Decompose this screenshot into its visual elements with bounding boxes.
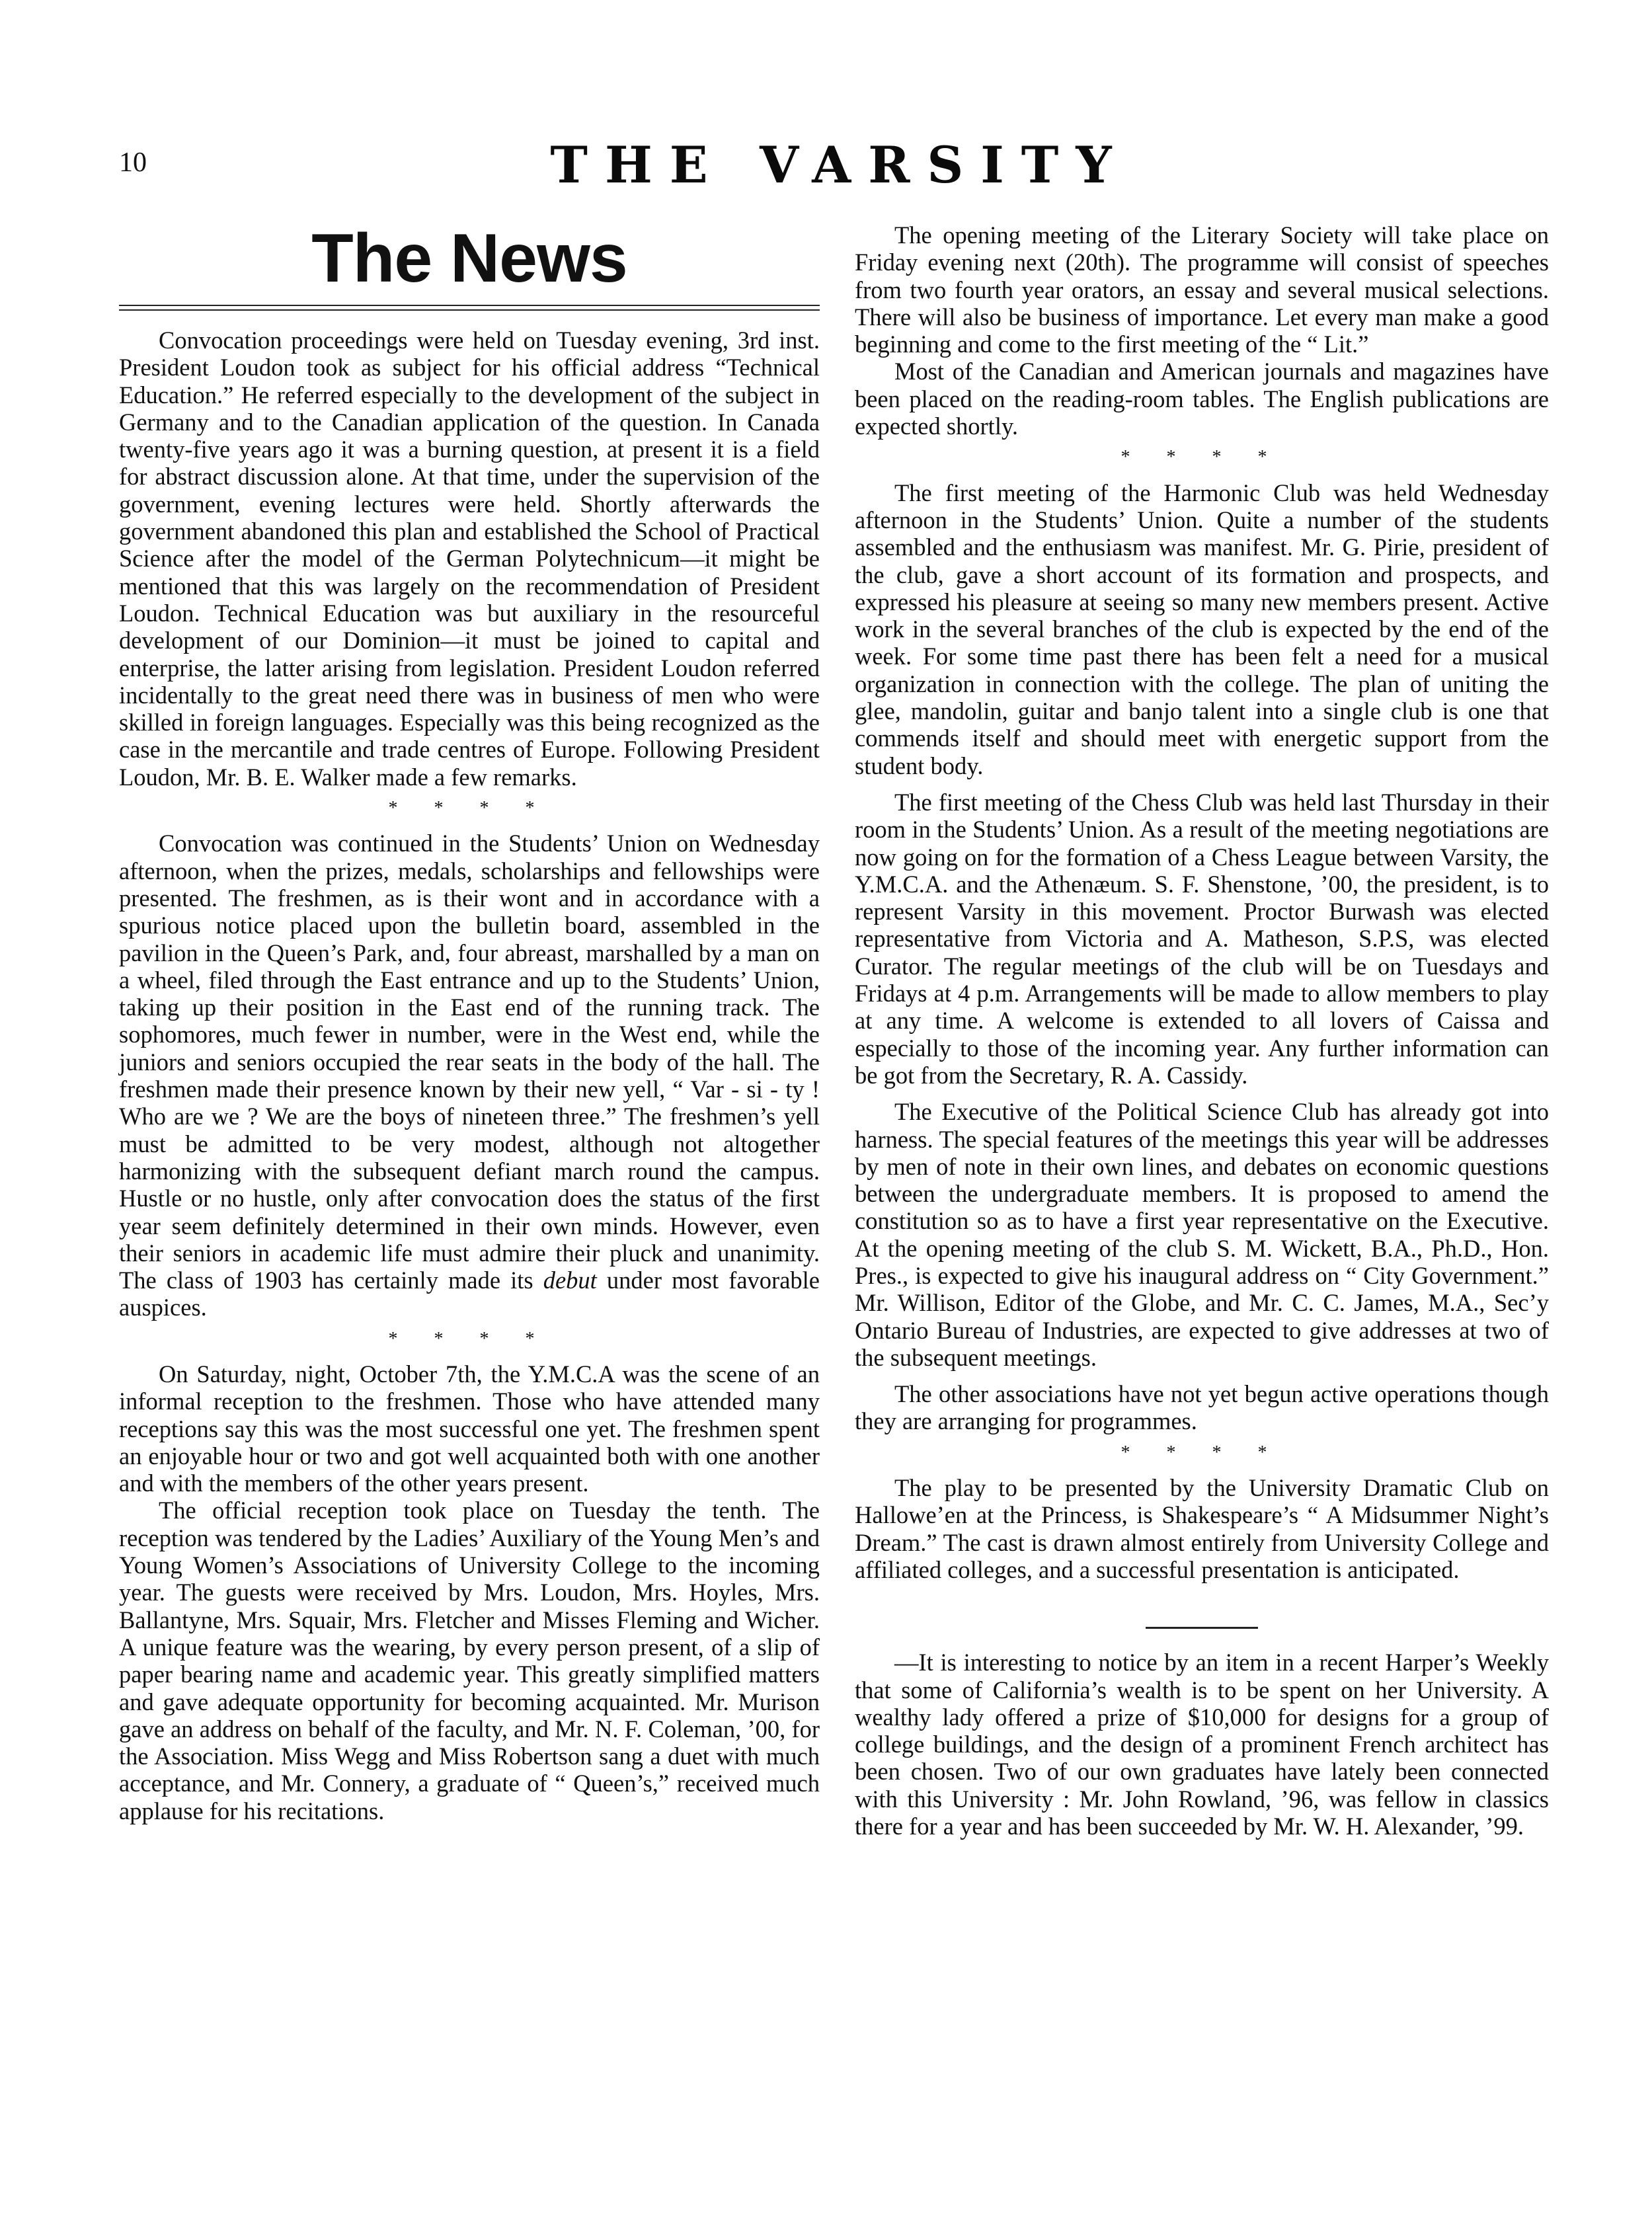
section-separator: * * * * [388, 1328, 551, 1349]
left-column [119, 221, 820, 1824]
official-reception-paragraph: The official reception took place on Tuesday the tenth. The reception was tendered by the Ladies’ Auxiliary of the Young Men’s and Young Women’s Associations of University College to the incoming year. The guests were received by Mrs. Loudon, Mrs. Hoyles, Mrs. Ballantyne, Mrs. Squair, Mrs. Fletcher and Misses Fleming and Wicher. A unique feature was the wearing, by every person present, of a slip of paper bearing name and academic year. This greatly simplified matters and gave adequate opportunity for becoming acquainted. Mr. Murison gave an address on behalf of the faculty, and Mr. N. F. Coleman, ’00, for the Association. Miss Wegg and Miss Robertson sang a duet with much acceptance, and Mr. Connery, a graduate of “ Queen’s,” received much applause for his recitations. [119, 1497, 820, 1824]
title-divider [119, 305, 820, 311]
section-separator: * * * * [388, 798, 551, 819]
section-separator: * * * * [1121, 1442, 1283, 1463]
masthead: THE VARSITY [550, 136, 1129, 194]
section-title: The News [311, 220, 627, 297]
california-university-paragraph: —It is interesting to notice by an item in a recent Harper’s Weekly that some of California’s wealth is to be spent on her University. A wealthy lady offered a prize of $10,000 for designs for a group of college buildings, and the design of a prominent French architect has been chosen. Two of our own graduates have lately been connected with this University : Mr. John Rowland, ’96, was fellow in classics there for a year and has been succeeded by Mr. W. H. Alexander, ’99. [855, 1649, 1549, 1840]
paragraph-text: Convocation was continued in the Students’ Union on Wednesday afternoon, when the prizes, medals, scholarships and fellowships were presented. The freshmen, as is their wont and in accordance with a spurious notice placed upon the bulletin board, assembled in the pavilion in the Queen’s Park, and, four abreast, marshalled by a man on a wheel, filed through the East entrance and up to the Students’ Union, taking up their position in the East end of the running track. The sophomores, much fewer in number, were in the West end, while the juniors and seniors occupied the rear seats in the body of the hall. The freshmen made their presence known by their new yell, “ Var - si - ty ! Who are we ? We are the boys of nineteen three.” The freshmen’s yell must be admitted to be very modest, although not altogether harmonizing with the subsequent defiant march round the campus. Hustle or no hustle, only after convocation does the status of the first year seem definitely determined in their own minds. However, even their seniors in academic life must admire their pluck and unanimity. The class of 1903 has certainly made its [119, 830, 820, 1294]
ymca-reception-paragraph: On Saturday, night, October 7th, the Y.M.C.A was the scene of an informal reception to the freshmen. Those who have attended many receptions say this was the most successful one yet. The freshmen spent an enjoyable hour or two and got well acquainted both with one another and with the members of the other years present. [119, 1360, 820, 1497]
italic-word: debut [543, 1267, 597, 1294]
paragraph-text-end: under most favorable auspices. [119, 1267, 820, 1321]
right-column [855, 221, 1549, 1840]
reading-room-paragraph: Most of the Canadian and American journals and magazines have been placed on the reading-room tables. The English publications are expected shortly. [855, 358, 1549, 440]
students-union-paragraph [119, 830, 820, 1321]
harmonic-club-paragraph: The first meeting of the Harmonic Club was held Wednesday afternoon in the Students’ Union. Quite a number of the students assembled and the enthusiasm was manifest. Mr. G. Pirie, president of the club, gave a short account of its formation and prospects, and expressed his pleasure at seeing so many new members present. Active work in the several branches of the club is expected by the end of the week. For some time past there has been felt a need for a musical organization in connection with the college. The plan of uniting the glee, mandolin, guitar and banjo talent into a single club is one that commends itself and should meet with energetic support from the student body. [855, 479, 1549, 779]
political-science-paragraph: The Executive of the Political Science Club has already got into harness. The special features of the meetings this year will be addresses by men of note in their own lines, and debates on economic questions between the undergraduate members. It is proposed to amend the constitution so as to have a first year representative on the Executive. At the opening meeting of the club S. M. Wickett, B.A., Ph.D., Hon. Pres., is expected to give his inaugural address on “ City Government.” Mr. Willison, Editor of the Globe, and Mr. C. C. James, M.A., Sec’y Ontario Bureau of Industries, are expected to give addresses at two of the subsequent meetings. [855, 1098, 1549, 1371]
page-number: 10 [119, 147, 147, 178]
dramatic-club-paragraph: The play to be presented by the University Dramatic Club on Hallowe’en at the Princess, is Shakespeare’s “ A Midsummer Night’s Dream.” The cast is drawn almost entirely from University College and affiliated colleges, and a successful presentation is anticipated. [855, 1474, 1549, 1583]
short-divider [1146, 1627, 1258, 1629]
literary-society-paragraph: The opening meeting of the Literary Society will take place on Friday evening next (20th). The programme will consist of speeches from two fourth year orators, an essay and several musical selections. There will also be business of importance. Let every man make a good beginning and come to the first meeting of the “ Lit.” [855, 221, 1549, 358]
other-associations-paragraph: The other associations have not yet begun active operations though they are arranging for programmes. [855, 1380, 1549, 1435]
section-separator: * * * * [1121, 447, 1283, 468]
convocation-paragraph: Convocation proceedings were held on Tuesday evening, 3rd inst. President Loudon took as subject for his official address “Technical Education.” He referred especially to the development of the subject in Germany and to the Canadian application of the question. In Canada twenty-five years ago it was a burning question, at present it is a field for abstract discussion alone. At that time, under the supervision of the government, evening lectures were held. Shortly afterwards the government abandoned this plan and established the School of Practical Science after the model of the German Polytechnicum—it might be mentioned that this was largely on the recommendation of President Loudon. Technical Education was but auxiliary in the resourceful development of our Dominion—it must be joined to capital and enterprise, the latter arising from legislation. President Loudon referred incidentally to the great need there was in business of men who were skilled in foreign languages. Especially was this being recognized as the case in the mercantile and trade centres of Europe. Following President Loudon, Mr. B. E. Walker made a few remarks. [119, 327, 820, 791]
chess-club-paragraph: The first meeting of the Chess Club was held last Thursday in their room in the Students’ Union. As a result of the meeting negotiations are now going on for the formation of a Chess League between Varsity, the Y.M.C.A. and the Athenæum. S. F. Shenstone, ’00, the president, is to represent Varsity in this movement. Proctor Burwash was elected representative from Victoria and A. Matheson, S.P.S, was elected Curator. The regular meetings of the club will be on Tuesdays and Fridays at 4 p.m. Arrangements will be made to allow members to play at any time. A welcome is extended to all lovers of Caissa and especially to those of the incoming year. Any further information can be got from the Secretary, R. A. Cassidy. [855, 788, 1549, 1089]
